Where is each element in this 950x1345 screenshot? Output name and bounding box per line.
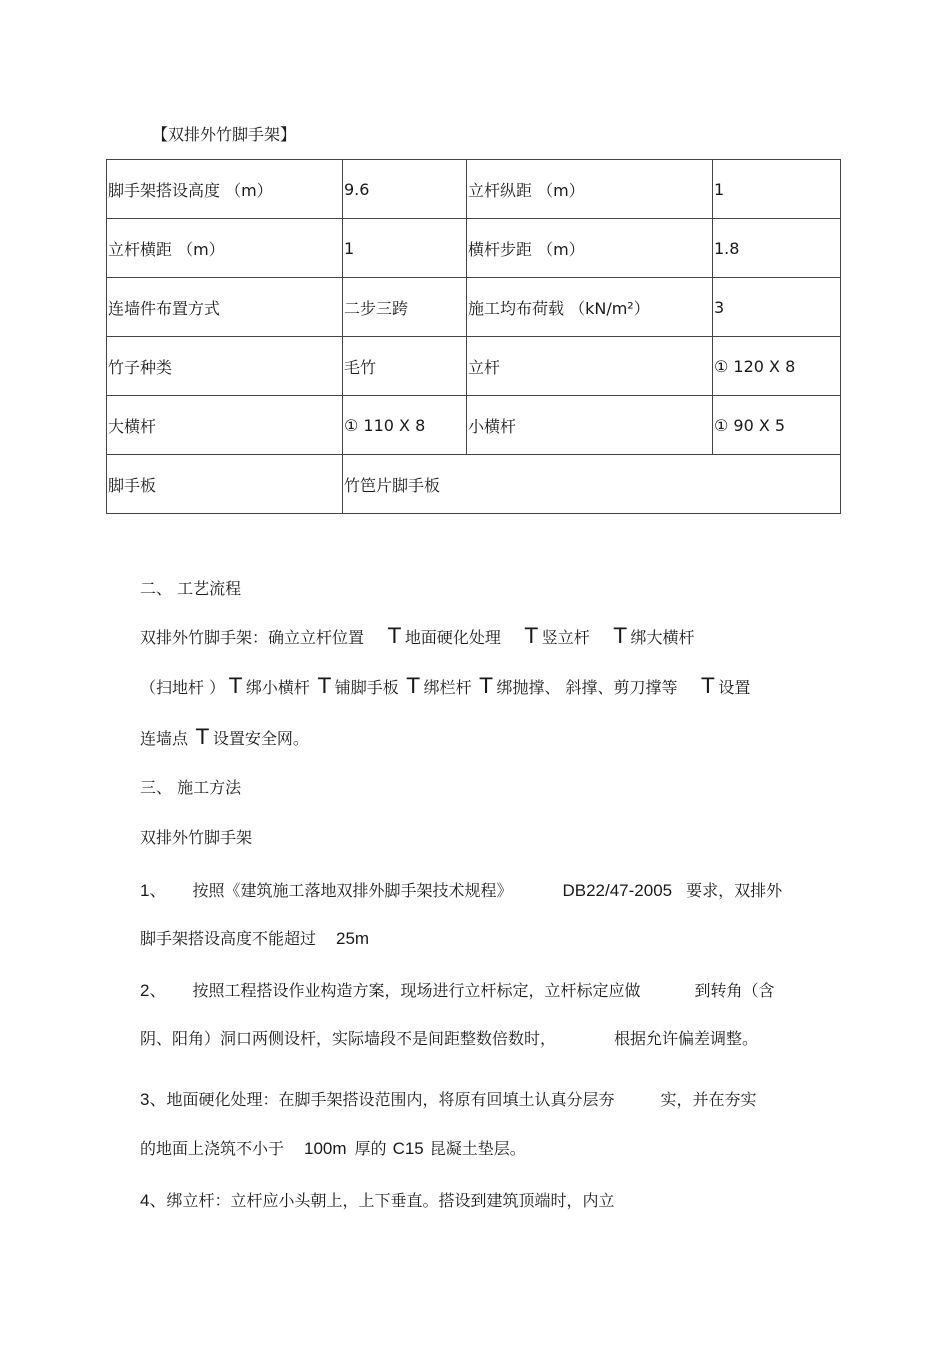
table-heading: 【双排外竹脚手架】 <box>152 125 297 144</box>
paragraph-text: 铺脚手板 <box>334 678 399 697</box>
paragraph-text: 地面硬化处理 <box>404 628 501 647</box>
paragraph-text: 地面硬化处理：在脚手架搭设范围内，将原有回填土认真分层夯 <box>166 1090 615 1109</box>
arrow-icon: T <box>406 674 420 698</box>
paragraph-number: 3、 <box>140 1090 167 1109</box>
section-subtitle: 双排外竹脚手架 <box>140 828 253 847</box>
paragraph-text: 根据允许偏差调整。 <box>614 1029 759 1048</box>
section-title: 三、 施工方法 <box>140 778 242 797</box>
arrow-icon: T <box>479 674 493 698</box>
table-cell: 小横杆 <box>467 396 713 455</box>
table-row <box>107 219 841 278</box>
paragraph-text: 的地面上浇筑不小于 <box>140 1139 285 1158</box>
paragraph-number: 1、 <box>140 881 167 900</box>
paragraph-text: 到转角（含 <box>694 981 775 1000</box>
paragraph-line <box>140 926 369 949</box>
paragraph-text: 双排外竹脚手架：确立立杆位置 <box>140 628 365 647</box>
table-cell: 横杆步距 （m） <box>467 219 713 278</box>
paragraph-line <box>140 725 309 749</box>
paragraph-text: 设置安全网。 <box>212 729 309 748</box>
arrow-icon: T <box>196 725 209 749</box>
arrow-icon: T <box>613 624 627 648</box>
table-cell: 1 <box>343 219 467 278</box>
arrow-icon: T <box>701 674 715 698</box>
paragraph-text: 按照工程搭设作业构造方案，现场进行立杆标定，立杆标定应做 <box>192 981 641 1000</box>
table-cell: 立杆纵距 （m） <box>467 160 713 219</box>
arrow-icon: T <box>229 674 242 698</box>
arrow-icon: T <box>388 624 401 648</box>
section-title: 二、 工艺流程 <box>140 579 242 598</box>
paragraph-text: 厚的 <box>354 1139 387 1158</box>
paragraph-text: 绑立杆：立杆应小头朝上，上下垂直。搭设到建筑顶端时，内立 <box>166 1191 615 1210</box>
paragraph-text: 绑抛撑、 斜撑、剪刀撑等 <box>496 678 678 697</box>
table-cell: 毛竹 <box>343 337 467 396</box>
table-cell: 脚手架搭设高度 （m） <box>107 160 343 219</box>
table-cell: 竹子种类 <box>107 337 343 396</box>
table-cell: 脚手板 <box>107 455 343 514</box>
paragraph-text: 绑大横杆 <box>630 628 695 647</box>
paragraph-number: 4、 <box>140 1191 167 1210</box>
table-cell: 二步三跨 <box>343 278 467 337</box>
concrete-grade: C15 <box>392 1139 424 1158</box>
paragraph-text: 按照《建筑施工落地双排外脚手架技术规程》 <box>192 881 513 900</box>
paragraph-line <box>140 624 695 648</box>
paragraph-text: 脚手架搭设高度不能超过 <box>140 929 317 948</box>
paragraph-line <box>140 674 750 698</box>
table-cell: ① 110 X 8 <box>343 396 467 455</box>
paragraph-line <box>140 876 782 901</box>
table-cell: 立杆横距 （m） <box>107 219 343 278</box>
table-cell: 连墙件布置方式 <box>107 278 343 337</box>
paragraph-text: 实，并在夯实 <box>660 1090 757 1109</box>
paragraph-text: 昆凝土垫层。 <box>429 1139 526 1158</box>
table-row <box>107 337 841 396</box>
arrow-icon: T <box>317 674 331 698</box>
table-row <box>107 278 841 337</box>
scaffold-spec-table <box>106 159 841 514</box>
paragraph-line <box>140 976 775 1001</box>
paragraph-text: 连墙点 <box>140 729 189 748</box>
table-row <box>107 160 841 219</box>
paragraph-line <box>140 1186 614 1211</box>
paragraph-text: 要求，双排外 <box>686 881 783 900</box>
paragraph-text: 绑小横杆 <box>245 678 310 697</box>
table-cell: ① 90 X 5 <box>713 396 841 455</box>
paragraph-text: 绑栏杆 <box>423 678 472 697</box>
paragraph-text: 竖立杆 <box>541 628 590 647</box>
paragraph-line <box>140 1026 758 1049</box>
paragraph-line <box>140 1136 526 1159</box>
table-row <box>107 396 841 455</box>
paragraph-number: 2、 <box>140 981 167 1000</box>
table-cell: 9.6 <box>343 160 467 219</box>
table-cell: 1 <box>713 160 841 219</box>
paragraph-text: 设置 <box>718 678 751 697</box>
paragraph-line <box>140 1085 757 1110</box>
table-row <box>107 455 841 514</box>
standard-code: DB22/47-2005 <box>562 881 673 900</box>
table-cell: ① 120 X 8 <box>713 337 841 396</box>
table-cell: 1.8 <box>713 219 841 278</box>
table-cell: 施工均布荷载 （kN/m²） <box>467 278 713 337</box>
table-cell: 3 <box>713 278 841 337</box>
height-value: 25m <box>336 929 370 948</box>
table-cell: 立杆 <box>467 337 713 396</box>
paragraph-text: （扫地杆 ） <box>140 678 226 697</box>
thickness-value: 100m <box>304 1139 347 1158</box>
paragraph-text: 阴、阳角）洞口两侧设杆，实际墙段不是间距整数倍数时， <box>140 1029 557 1048</box>
table-cell: 竹笆片脚手板 <box>343 455 841 514</box>
table-cell: 大横杆 <box>107 396 343 455</box>
arrow-icon: T <box>524 624 538 648</box>
